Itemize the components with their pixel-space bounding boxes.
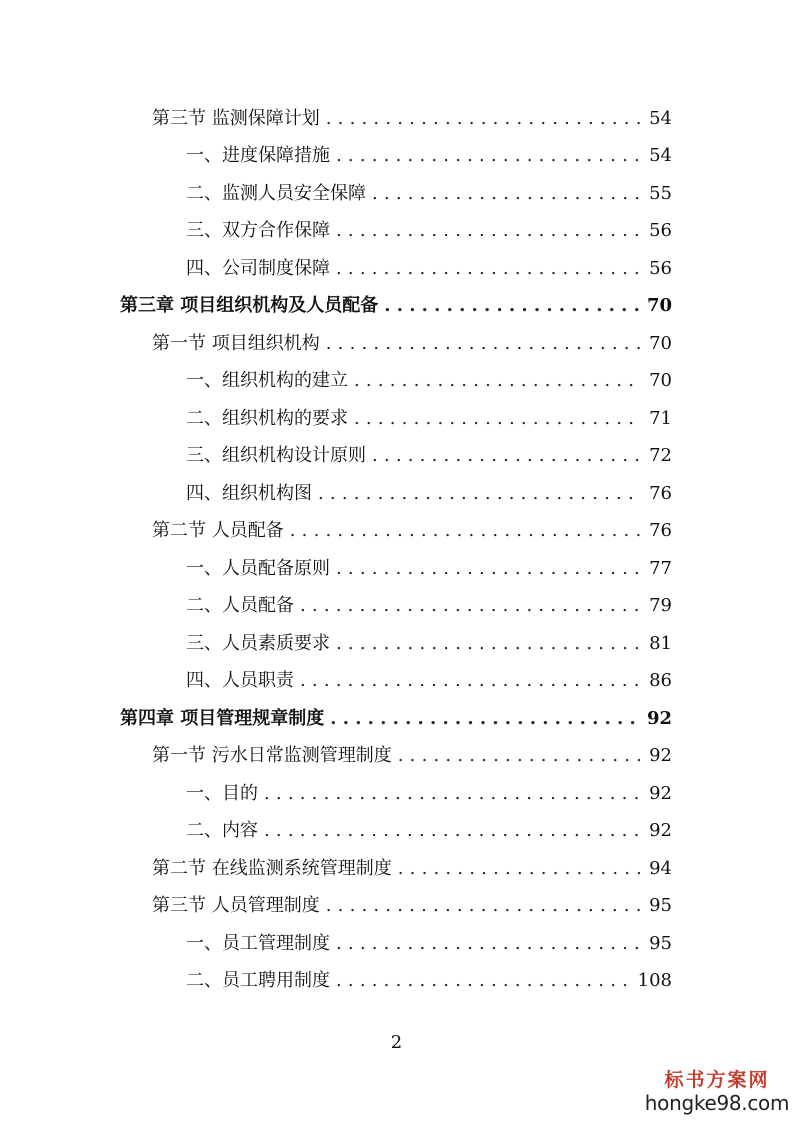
toc-dot-leader: [336, 635, 641, 653]
toc-entry-item[interactable]: [0, 813, 793, 851]
toc-entry-page-number: 86: [649, 670, 672, 692]
watermark-logo: [642, 1068, 792, 1114]
toc-entry-title: 四、组织机构图: [186, 482, 312, 504]
toc-entry-item[interactable]: [0, 213, 793, 251]
toc-entry-section[interactable]: [0, 513, 793, 551]
toc-dot-leader: [384, 297, 639, 315]
toc-entry-title: 三、组织机构设计原则: [186, 445, 366, 467]
toc-entry-title: 三、人员素质要求: [186, 632, 330, 654]
toc-dot-leader: [290, 522, 641, 540]
toc-dot-leader: [264, 785, 641, 803]
toc-entry-page-number: 92: [649, 820, 672, 842]
toc-entry-page-number: 92: [646, 707, 672, 729]
toc-entry-title: 第三节 监测保障计划: [152, 107, 320, 129]
toc-entry-title: 一、进度保障措施: [186, 145, 330, 167]
toc-entry-title: 第四章 项目管理规章制度: [120, 707, 325, 729]
toc-entry-title: 一、员工管理制度: [186, 932, 330, 954]
toc-dot-leader: [336, 560, 641, 578]
toc-entry-section[interactable]: [0, 738, 793, 776]
toc-dot-leader: [300, 672, 641, 690]
toc-entry-title: 三、双方合作保障: [186, 220, 330, 242]
toc-entry-page-number: 54: [649, 145, 672, 167]
toc-entry-title: 二、组织机构的要求: [186, 407, 348, 429]
toc-entry-title: 第二节 在线监测系统管理制度: [152, 857, 392, 879]
toc-entry-title: 一、目的: [186, 782, 258, 804]
toc-entry-page-number: 72: [649, 445, 672, 467]
toc-entry-page-number: 95: [649, 895, 672, 917]
toc-entry-page-number: 95: [649, 932, 672, 954]
toc-entry-item[interactable]: [0, 250, 793, 288]
toc-entry-title: 二、监测人员安全保障: [186, 182, 366, 204]
toc-entry-title: 一、组织机构的建立: [186, 370, 348, 392]
toc-dot-leader: [354, 372, 641, 390]
toc-entry-section[interactable]: [0, 850, 793, 888]
toc-entry-section[interactable]: [0, 100, 793, 138]
toc-dot-leader: [326, 335, 641, 353]
toc-entry-item[interactable]: [0, 663, 793, 701]
toc-entry-page-number: 76: [649, 482, 672, 504]
toc-entry-title: 四、公司制度保障: [186, 257, 330, 279]
toc-entry-item[interactable]: [0, 963, 793, 1001]
toc-dot-leader: [326, 897, 641, 915]
toc-dot-leader: [336, 147, 641, 165]
watermark-url-text: hongke98.com: [644, 1091, 790, 1115]
toc-dot-leader: [336, 260, 641, 278]
toc-dot-leader: [326, 110, 641, 128]
toc-entry-title: 一、人员配备原则: [186, 557, 330, 579]
toc-entry-page-number: 77: [649, 557, 672, 579]
toc-entry-title: 第一节 污水日常监测管理制度: [152, 745, 392, 767]
toc-entry-title: 二、人员配备: [186, 595, 294, 617]
toc-entry-item[interactable]: [0, 438, 793, 476]
toc-entry-page-number: 55: [649, 182, 672, 204]
toc-entry-item[interactable]: [0, 775, 793, 813]
toc-entry-chapter[interactable]: [0, 288, 793, 326]
toc-entry-section[interactable]: [0, 888, 793, 926]
toc-entry-page-number: 76: [649, 520, 672, 542]
toc-dot-leader: [336, 972, 630, 990]
page-number: 2: [390, 1032, 403, 1053]
toc-entry-page-number: 81: [649, 632, 672, 654]
toc-dot-leader: [336, 935, 641, 953]
toc-dot-leader: [398, 747, 641, 765]
toc-entry-page-number: 70: [646, 295, 672, 317]
toc-entry-page-number: 108: [637, 970, 672, 992]
toc-dot-leader: [372, 447, 641, 465]
toc-entry-chapter[interactable]: [0, 700, 793, 738]
toc-entry-title: 二、内容: [186, 820, 258, 842]
toc-entry-page-number: 92: [649, 745, 672, 767]
toc-dot-leader: [318, 485, 641, 503]
table-of-contents: [0, 100, 793, 1000]
toc-entry-section[interactable]: [0, 325, 793, 363]
toc-entry-page-number: 54: [649, 107, 672, 129]
toc-entry-title: 第二节 人员配备: [152, 520, 284, 542]
toc-entry-page-number: 70: [649, 370, 672, 392]
toc-entry-item[interactable]: [0, 588, 793, 626]
toc-entry-title: 第三节 人员管理制度: [152, 895, 320, 917]
toc-entry-item[interactable]: [0, 138, 793, 176]
toc-entry-item[interactable]: [0, 925, 793, 963]
toc-dot-leader: [354, 410, 641, 428]
toc-entry-page-number: 92: [649, 782, 672, 804]
watermark-cn-text: 标书方案网: [664, 1069, 770, 1091]
toc-entry-page-number: 71: [649, 407, 672, 429]
toc-entry-page-number: 70: [649, 332, 672, 354]
toc-dot-leader: [372, 185, 641, 203]
toc-entry-item[interactable]: [0, 400, 793, 438]
toc-entry-title: 四、人员职责: [186, 670, 294, 692]
toc-entry-item[interactable]: [0, 550, 793, 588]
toc-entry-item[interactable]: [0, 363, 793, 401]
toc-entry-title: 二、员工聘用制度: [186, 970, 330, 992]
toc-entry-page-number: 56: [649, 257, 672, 279]
toc-entry-item[interactable]: [0, 475, 793, 513]
toc-entry-page-number: 79: [649, 595, 672, 617]
toc-dot-leader: [330, 710, 639, 728]
toc-dot-leader: [336, 222, 641, 240]
toc-entry-item[interactable]: [0, 625, 793, 663]
toc-entry-title: 第三章 项目组织机构及人员配备: [120, 295, 379, 317]
toc-entry-page-number: 56: [649, 220, 672, 242]
toc-dot-leader: [264, 822, 641, 840]
toc-dot-leader: [398, 860, 641, 878]
toc-dot-leader: [300, 597, 641, 615]
toc-entry-item[interactable]: [0, 175, 793, 213]
toc-entry-page-number: 94: [649, 857, 672, 879]
toc-entry-title: 第一节 项目组织机构: [152, 332, 320, 354]
